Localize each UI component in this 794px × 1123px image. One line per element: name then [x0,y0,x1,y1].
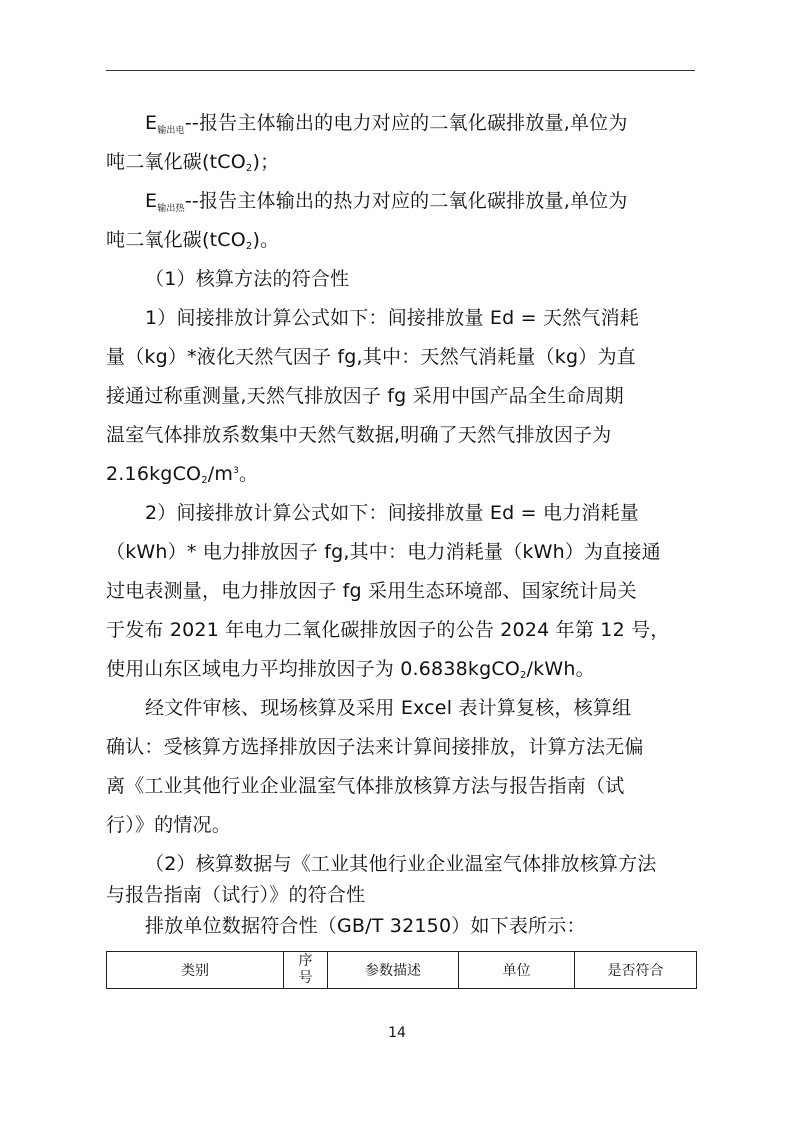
paragraph-3-line-2: 确认：受核算方选择排放因子法来计算间接排放，计算方法无偏 [106,736,644,758]
header-category: 类别 [107,952,284,989]
paragraph-1-line-3: 接通过称重测量,天然气排放因子 fg 采用中国产品全生命周期 [106,385,624,407]
paragraph-3-line-3: 离《工业其他行业企业温室气体排放核算方法与报告指南（试 [106,775,625,797]
paragraph-3-line-4: 行）》的情况。 [106,814,231,836]
header-sequence: 序 号 [284,952,328,989]
header-compliant: 是否符合 [575,952,697,989]
paragraph-2-line-2: （kWh）* 电力排放因子 fg,其中：电力消耗量（kWh）为直接通 [106,541,661,563]
header-unit: 单位 [459,952,575,989]
e-output-electricity-unit: 吨二氧化碳(tCO$_2$)； [106,151,280,174]
e-output-heat-definition: $E_{输出热}--$报告主体输出的热力对应的二氧化碳排放量,单位为 [145,190,628,214]
e-output-electricity-definition: $E_{输出电}--$报告主体输出的电力对应的二氧化碳排放量,单位为 [145,112,628,136]
table-header-row [107,952,697,989]
paragraph-1-line-5: $2.16kgCO_2/m^3$。 [106,463,259,486]
paragraph-3-line-1: 经文件审核、现场核算及采用 Excel 表计算复核，核算组 [145,697,632,719]
compliance-table [106,951,697,989]
paragraph-1-line-4: 温室气体排放系数集中天然气数据,明确了天然气排放因子为 [106,424,612,446]
e-output-heat-unit: 吨二氧化碳(tCO$_2$)。 [106,229,280,252]
paragraph-2-line-3: 过电表测量，电力排放因子 fg 采用生态环境部、国家统计局关 [106,580,637,602]
section-1-title: （1）核算方法的符合性 [145,268,350,290]
section-2-title-line-2: 与报告指南（试行）》的符合性 [106,884,366,906]
paragraph-2-line-4: 于发布 2021 年电力二氧化碳排放因子的公告 2024 年第 12 号， [106,619,670,641]
paragraph-1-line-1: 1）间接排放计算公式如下：间接排放量 Ed = 天然气消耗 [145,307,639,329]
paragraph-2-line-5: 使用山东区域电力平均排放因子为 0.6838kgCO$_2$/kWh。 [106,658,595,681]
page-number: 14 [388,1025,406,1041]
paragraph-1-line-2: 量（kg）*液化天然气因子 fg,其中：天然气消耗量（kg）为直 [106,346,636,368]
header-parameter-description: 参数描述 [328,952,459,989]
table-intro: 排放单位数据符合性（GB/T 32150）如下表所示： [145,915,586,937]
header-rule [106,70,695,71]
section-2-title-line-1: （2）核算数据与《工业其他行业企业温室气体排放核算方法 [145,853,657,875]
paragraph-2-line-1: 2）间接排放计算公式如下：间接排放量 Ed = 电力消耗量 [145,502,639,524]
